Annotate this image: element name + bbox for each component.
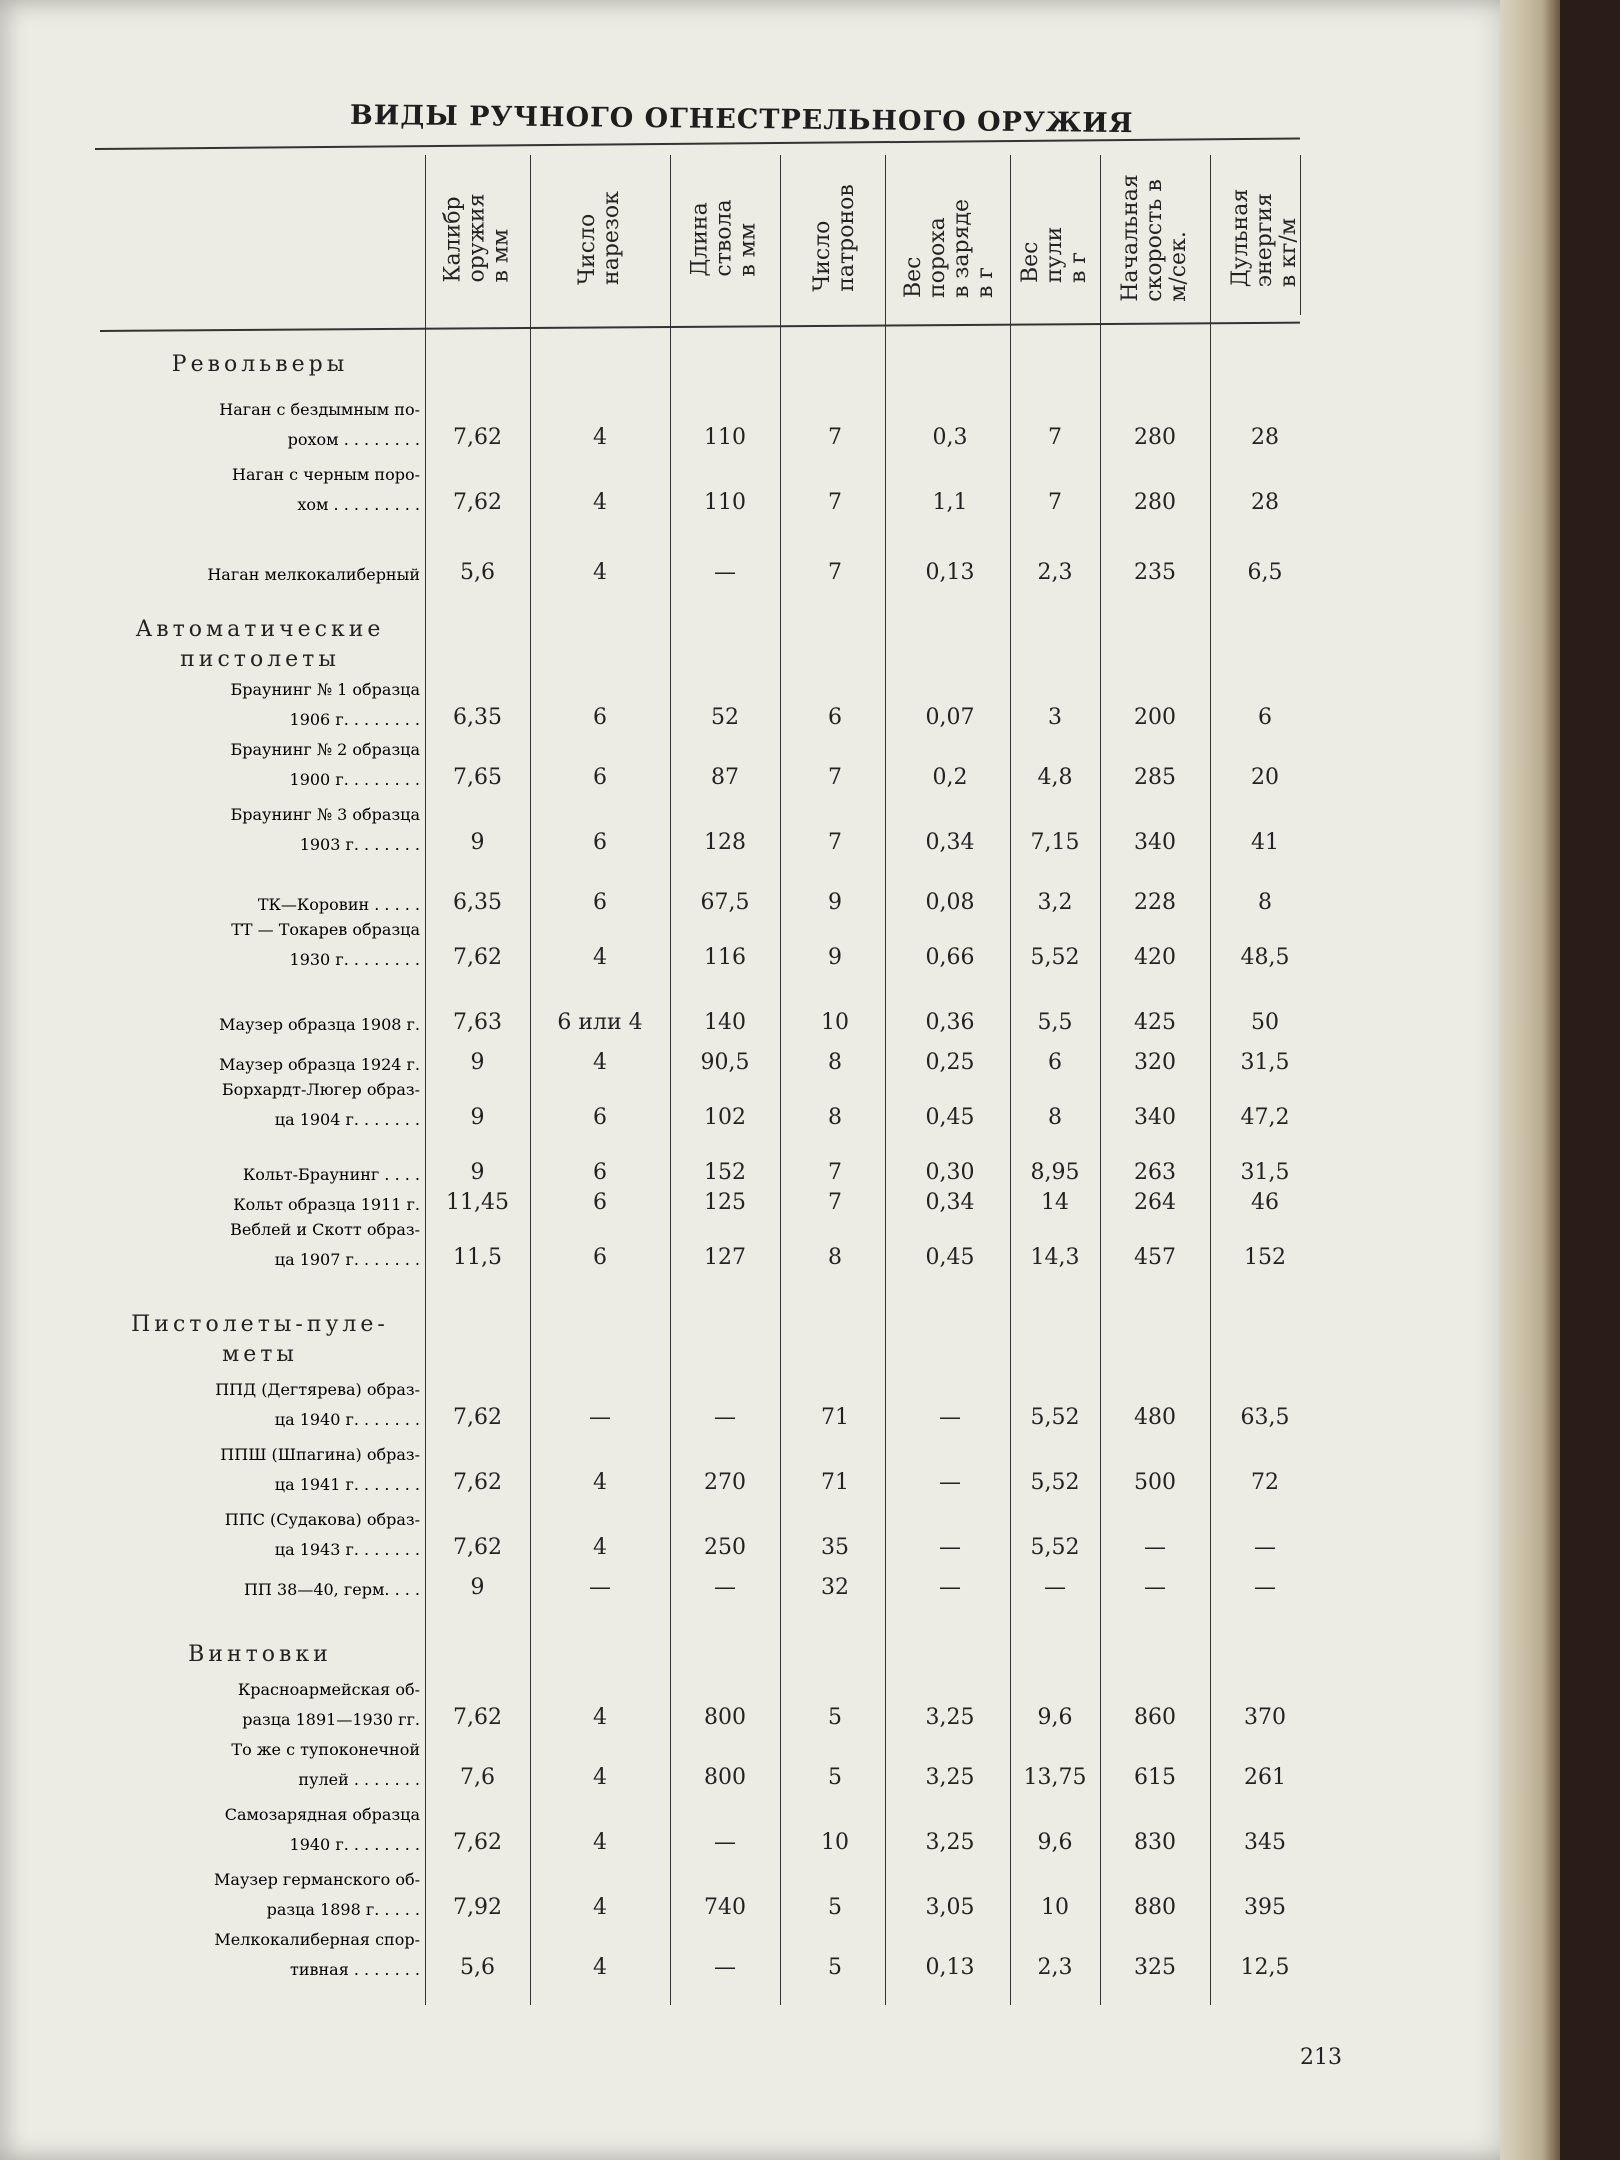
table-cell: 0,25 [925, 1050, 975, 1075]
column-header [890, 150, 1010, 325]
table-cell: 10 [821, 1830, 849, 1855]
column-header [425, 150, 530, 325]
table-cell: 9 [470, 1575, 485, 1600]
table-cell: 200 [1134, 705, 1176, 730]
column-header-label: Вес пули в г [1018, 226, 1091, 283]
weapon-name: Борхардт-Люгер образ- ца 1904 г. . . . . . . [221, 1080, 420, 1129]
table-cell: 10 [821, 1010, 849, 1035]
table-cell: 5,5 [1037, 1010, 1073, 1035]
table-cell: 830 [1134, 1830, 1176, 1855]
table-cell: 4 [593, 560, 607, 585]
column-header [1210, 150, 1320, 325]
table-cell: 0,45 [925, 1105, 975, 1130]
table-cell: 0,3 [932, 425, 968, 450]
table-cell: 0,36 [925, 1010, 975, 1035]
table-cell: 0,45 [925, 1245, 975, 1270]
table-cell: 6 [593, 1160, 607, 1185]
table-cell: 63,5 [1240, 1405, 1290, 1430]
table-cell: 5 [828, 1895, 842, 1920]
table-cell: 6 или 4 [557, 1010, 643, 1035]
table-cell: 46 [1251, 1190, 1279, 1215]
table-cell: 32 [821, 1575, 849, 1600]
table-cell: 4 [593, 490, 607, 515]
table-cell: 0,07 [925, 705, 975, 730]
table-cell: 3,2 [1037, 890, 1073, 915]
table-cell: 48,5 [1240, 945, 1290, 970]
table-cell: 7,62 [453, 1470, 502, 1495]
table-cell: 7 [828, 830, 842, 855]
table-cell: 0,08 [925, 890, 975, 915]
table-cell: 4 [593, 425, 607, 450]
table-cell: 11,45 [446, 1190, 509, 1215]
weapon-name: Браунинг № 2 образца 1900 г. . . . . . . . [230, 740, 420, 789]
table-cell: — [714, 1405, 736, 1430]
table-cell: 1,1 [932, 490, 968, 515]
table-cell: 9,6 [1037, 1705, 1073, 1730]
table-cell: 14 [1041, 1190, 1069, 1215]
table-cell: 7,62 [453, 490, 502, 515]
table-cell: — [1144, 1535, 1166, 1560]
table-cell: 325 [1134, 1955, 1176, 1980]
table-cell: — [714, 1955, 736, 1980]
table-cell: 860 [1134, 1705, 1176, 1730]
table-cell: 31,5 [1240, 1050, 1290, 1075]
table-cell: 20 [1251, 765, 1279, 790]
table-cell: — [714, 560, 736, 585]
table-cell: 4 [593, 1765, 607, 1790]
table-cell: — [714, 1830, 736, 1855]
table-cell: 11,5 [453, 1245, 502, 1270]
table-cell: 0,34 [925, 1190, 975, 1215]
table-cell: 457 [1134, 1245, 1176, 1270]
page-stack-edge [1500, 0, 1560, 2160]
table-cell: 0,66 [925, 945, 975, 970]
section-heading: Автоматические пистолеты [135, 617, 385, 672]
table-cell: 28 [1251, 490, 1279, 515]
table-cell: 8 [1048, 1105, 1062, 1130]
table-cell: 480 [1134, 1405, 1176, 1430]
table-cell: — [939, 1535, 961, 1560]
table-cell: — [1044, 1575, 1066, 1600]
table-cell: 340 [1134, 830, 1176, 855]
table-cell: 6 [593, 705, 607, 730]
column-header-label: Начальная скорость в м/сек. [1118, 173, 1192, 302]
table-cell: 9,6 [1037, 1830, 1073, 1855]
table-cell: 880 [1134, 1895, 1176, 1920]
table-cell: — [939, 1575, 961, 1600]
table-cell: 6 [593, 890, 607, 915]
table-cell: 7,62 [453, 1705, 502, 1730]
table-cell: 72 [1251, 1470, 1279, 1495]
table-cell: 4 [593, 1535, 607, 1560]
weapon-name: Кольт образца 1911 г. [233, 1195, 420, 1214]
table-cell: 47,2 [1240, 1105, 1290, 1130]
table-cell: 9 [470, 830, 485, 855]
weapon-name: Наган мелкокалиберный [207, 565, 420, 584]
table-cell: — [1144, 1575, 1166, 1600]
table-cell: 87 [711, 765, 739, 790]
column-header-label: Калибр оружия в мм [440, 192, 514, 283]
table-cell: — [1254, 1535, 1276, 1560]
column-header-label: Дульная энергия в кг/м [1227, 188, 1301, 287]
table-cell: 9 [828, 890, 842, 915]
table-cell: 10 [1041, 1895, 1069, 1920]
table-cell: 263 [1134, 1160, 1176, 1185]
table-cell: 35 [821, 1535, 849, 1560]
table-cell: 90,5 [700, 1050, 750, 1075]
table-cell: 110 [704, 425, 746, 450]
table-cell: 12,5 [1240, 1955, 1290, 1980]
table-cell: 7,15 [1030, 830, 1080, 855]
table-cell: 6,35 [453, 705, 502, 730]
table-cell: 8 [1258, 890, 1272, 915]
table-cell: 5,52 [1030, 1405, 1080, 1430]
table-cell: — [589, 1575, 611, 1600]
table-cell: 9 [470, 1050, 485, 1075]
table-cell: 340 [1134, 1105, 1176, 1130]
table-cell: 7,62 [453, 1405, 502, 1430]
table-cell: 6,35 [453, 890, 502, 915]
weapon-name: Маузер образца 1908 г. [219, 1015, 420, 1034]
table-cell: 4 [593, 1705, 607, 1730]
table-cell: 320 [1134, 1050, 1176, 1075]
column-header [1100, 150, 1210, 325]
weapon-name: ППД (Дегтярева) образ- ца 1940 г. . . . . . . [215, 1380, 420, 1429]
weapon-name: Браунинг № 1 образца 1906 г. . . . . . . . [230, 680, 420, 729]
table-cell: 4 [593, 1470, 607, 1495]
table-cell: 3,05 [925, 1895, 975, 1920]
table-cell: 4,8 [1037, 765, 1073, 790]
table-cell: 7,62 [453, 1535, 502, 1560]
table-cell: 425 [1134, 1010, 1176, 1035]
weapon-name: Маузер образца 1924 г. [219, 1055, 420, 1074]
table-cell: 235 [1134, 560, 1176, 585]
table-cell: 7,92 [453, 1895, 502, 1920]
table-cell: 9 [470, 1105, 485, 1130]
table-cell: 7 [1048, 425, 1062, 450]
table-cell: 3,25 [925, 1830, 975, 1855]
weapon-name: ППС (Судакова) образ- ца 1943 г. . . . . . . [224, 1510, 420, 1559]
table-cell: 285 [1134, 765, 1176, 790]
weapon-name: Браунинг № 3 образца 1903 г. . . . . . . [230, 805, 420, 854]
table-cell: — [1254, 1575, 1276, 1600]
table-cell: 7,62 [453, 425, 502, 450]
table-cell: 6 [828, 705, 842, 730]
column-header [1010, 150, 1100, 325]
table-cell: 0,13 [925, 1955, 975, 1980]
weapon-name: ППШ (Шпагина) образ- ца 1941 г. . . . . . . [220, 1445, 420, 1494]
table-cell: 228 [1134, 890, 1176, 915]
table-cell: 4 [593, 1955, 607, 1980]
page-title: ВИДЫ РУЧНОГО ОГНЕСТРЕЛЬНОГО ОРУЖИЯ [349, 99, 1134, 140]
table-cell: 500 [1134, 1470, 1176, 1495]
table-cell: 5,6 [460, 1955, 495, 1980]
table-cell: 8 [828, 1105, 842, 1130]
table-cell: 280 [1134, 490, 1176, 515]
section-heading: Револьверы [171, 352, 349, 377]
table-cell: 9 [470, 1160, 485, 1185]
table-cell: 8,95 [1030, 1160, 1080, 1185]
table-cell: 41 [1251, 830, 1279, 855]
column-header-label: Длина ствола в мм [688, 198, 761, 277]
table-cell: 152 [704, 1160, 746, 1185]
table-cell: 152 [1244, 1245, 1286, 1270]
table-cell: 6 [593, 1105, 607, 1130]
weapon-name: ТТ — Токарев образца 1930 г. . . . . . . . [231, 920, 420, 969]
weapon-name: ПП 38—40, герм. . . . [243, 1580, 420, 1599]
table-cell: 52 [711, 705, 739, 730]
table-cell: 6 [1258, 705, 1272, 730]
table-cell: 28 [1251, 425, 1279, 450]
weapon-name: Кольт-Браунинг . . . . [242, 1165, 420, 1184]
table-cell: 50 [1251, 1010, 1279, 1035]
table-cell: 6 [1048, 1050, 1062, 1075]
table-cell: 102 [704, 1105, 746, 1130]
table-cell: 395 [1244, 1895, 1286, 1920]
table-cell: 0,34 [925, 830, 975, 855]
table-cell: 7 [828, 425, 842, 450]
column-header [670, 150, 780, 325]
table-cell: 110 [704, 490, 746, 515]
column-header [780, 150, 890, 325]
table-cell: — [939, 1405, 961, 1430]
table-cell: 71 [821, 1470, 849, 1495]
table-cell: 7,63 [453, 1010, 502, 1035]
column-header-label: Число нарезок [574, 190, 624, 285]
table-cell: 7,62 [453, 1830, 502, 1855]
table-cell: 0,2 [932, 765, 968, 790]
table-cell: 6 [593, 1245, 607, 1270]
table-cell: 6 [593, 1190, 607, 1215]
table-cell: 270 [704, 1470, 746, 1495]
table-cell: 71 [821, 1405, 849, 1430]
weapon-name: Маузер германского об- разца 1898 г. . . . . [214, 1870, 420, 1919]
table-cell: 250 [704, 1535, 746, 1560]
table-cell: 4 [593, 1830, 607, 1855]
table-cell: 140 [704, 1010, 746, 1035]
weapon-name: То же с тупоконечной пулей . . . . . . . [231, 1740, 420, 1789]
table-cell: 7 [828, 1190, 842, 1215]
table-cell: 6 [593, 830, 607, 855]
table-cell: 264 [1134, 1190, 1176, 1215]
table-cell: 7,65 [453, 765, 502, 790]
table-cell: 5,52 [1030, 945, 1080, 970]
weapon-name: Красноармейская об- разца 1891—1930 гг. [237, 1680, 420, 1729]
table-cell: 8 [828, 1050, 842, 1075]
table-cell: 615 [1134, 1765, 1176, 1790]
table-cell: 3,25 [925, 1705, 975, 1730]
table-cell: 31,5 [1240, 1160, 1290, 1185]
table-cell: — [589, 1405, 611, 1430]
page-number: 213 [1300, 2045, 1342, 2070]
table-cell: 5,52 [1030, 1470, 1080, 1495]
table-cell: 280 [1134, 425, 1176, 450]
column-header-label: Вес пороха в заряде в г [901, 198, 998, 298]
table-cell: 128 [704, 830, 746, 855]
table-cell: 5,6 [460, 560, 495, 585]
weapon-name: Наган с бездымным по- рохом . . . . . . . . [219, 400, 420, 449]
table-cell: 7,62 [453, 945, 502, 970]
weapon-name: ТК—Коровин . . . . . [257, 895, 420, 914]
table-cell: 4 [593, 1050, 607, 1075]
column-header [530, 150, 670, 325]
table-cell: 5 [828, 1765, 842, 1790]
table-cell: 2,3 [1037, 1955, 1073, 1980]
table-cell: 125 [704, 1190, 746, 1215]
table-cell: 5 [828, 1705, 842, 1730]
table-cell: 7 [1048, 490, 1062, 515]
table-cell: 3,25 [925, 1765, 975, 1790]
table-cell: 9 [828, 945, 842, 970]
table-cell: 8 [828, 1245, 842, 1270]
weapon-name: Мелкокалиберная спор- тивная . . . . . . . [214, 1930, 420, 1979]
table-cell: 116 [704, 945, 746, 970]
column-header-label: Число патронов [809, 183, 859, 292]
weapon-name: Самозарядная образца 1940 г. . . . . . . . [224, 1805, 420, 1854]
table-cell: 0,30 [925, 1160, 975, 1185]
table-cell: 13,75 [1023, 1765, 1087, 1790]
table-cell: 6,5 [1247, 560, 1283, 585]
table-cell: 7 [828, 560, 842, 585]
table-cell: 5 [828, 1955, 842, 1980]
table-cell: 740 [704, 1895, 746, 1920]
table-cell: — [714, 1575, 736, 1600]
section-heading: Пистолеты-пуле- меты [131, 1312, 389, 1367]
table-cell: 4 [593, 1895, 607, 1920]
table-cell: 4 [593, 945, 607, 970]
table-cell: 7 [828, 765, 842, 790]
table-cell: — [939, 1470, 961, 1495]
table-cell: 420 [1134, 945, 1176, 970]
table-cell: 7 [828, 490, 842, 515]
table-cell: 3 [1048, 705, 1062, 730]
table-cell: 370 [1244, 1705, 1286, 1730]
table-cell: 5,52 [1030, 1535, 1080, 1560]
table-cell: 800 [704, 1765, 746, 1790]
table-cell: 6 [593, 765, 607, 790]
table-cell: 0,13 [925, 560, 975, 585]
table-cell: 127 [704, 1245, 746, 1270]
weapon-name: Наган с черным поро- хом . . . . . . . . . [231, 465, 420, 514]
table-cell: 67,5 [700, 890, 750, 915]
table-cell: 7,6 [460, 1765, 495, 1790]
table-cell: 14,3 [1030, 1245, 1080, 1270]
table-cell: 2,3 [1037, 560, 1073, 585]
table-cell: 7 [828, 1160, 842, 1185]
table-cell: 800 [704, 1705, 746, 1730]
weapon-name: Веблей и Скотт образ- ца 1907 г. . . . . . . [230, 1220, 420, 1269]
table-cell: 345 [1244, 1830, 1286, 1855]
section-heading: Винтовки [188, 1642, 332, 1667]
table-cell: 261 [1244, 1765, 1286, 1790]
